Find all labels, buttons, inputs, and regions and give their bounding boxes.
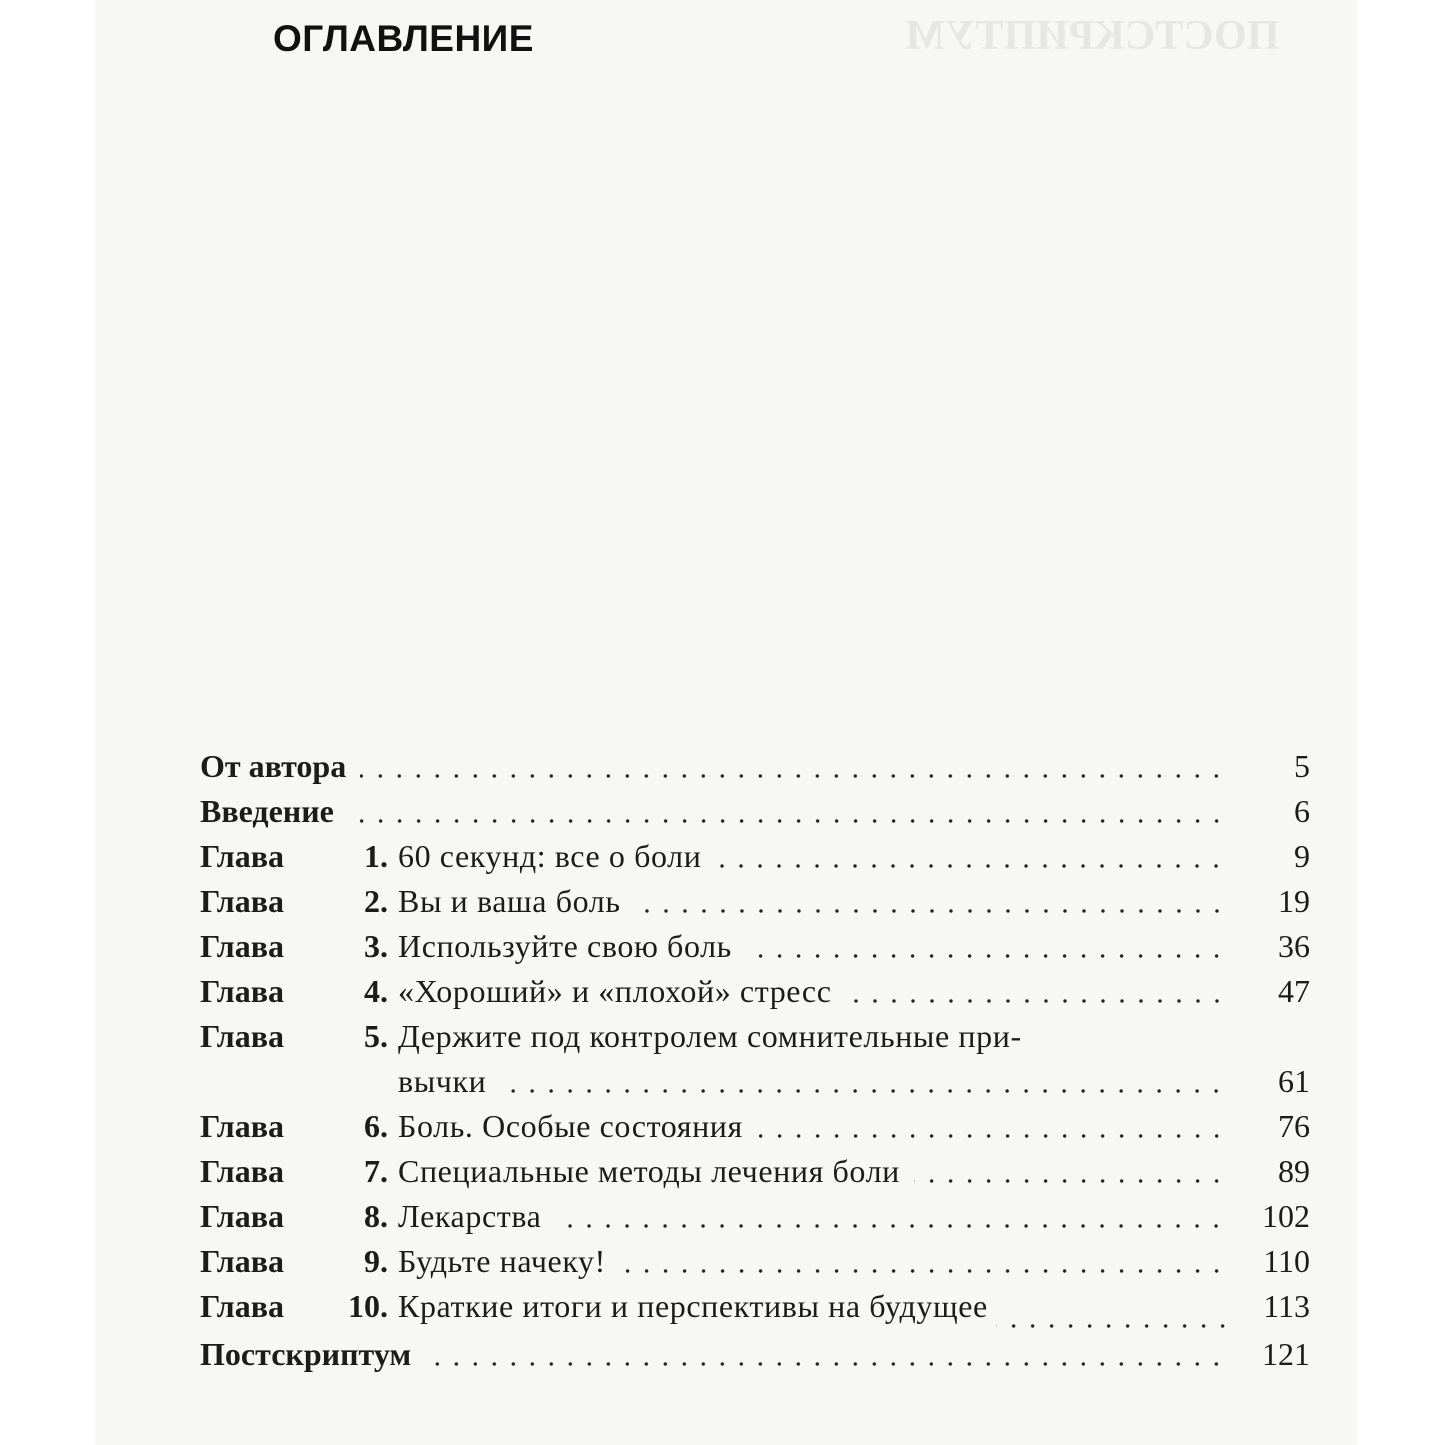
chapter-number: 1. — [364, 838, 388, 874]
toc-entry-chapter-4[interactable] — [200, 969, 1310, 1014]
toc-page-number: 102 — [1262, 1198, 1310, 1234]
toc-label: Глава — [200, 883, 284, 919]
toc-label: Глава — [200, 838, 284, 874]
toc-label: Постскриптум — [200, 1336, 412, 1372]
table-of-contents — [200, 744, 1310, 1377]
chapter-number: 5. — [364, 1018, 388, 1054]
toc-label: Глава — [200, 1153, 284, 1189]
chapter-number: 6. — [364, 1108, 388, 1144]
leader-dots — [555, 1223, 1226, 1229]
toc-entry-chapter-6[interactable] — [200, 1104, 1310, 1149]
toc-entry-chapter-7[interactable] — [200, 1149, 1310, 1194]
leader-dots — [996, 1323, 1232, 1329]
chapter-title: 60 секунд: все о боли — [398, 838, 702, 874]
chapter-title-line-2: вычки — [398, 1063, 487, 1099]
chapter-title: Краткие итоги и перспективы на будущее — [398, 1288, 988, 1324]
leader-dots — [914, 1178, 1226, 1184]
leader-dots — [348, 818, 1226, 824]
chapter-number: 9. — [364, 1243, 388, 1279]
chapter-number: 2. — [364, 883, 388, 919]
chapter-title: «Хороший» и «плохой» стресс — [398, 973, 832, 1009]
toc-entry-introduction[interactable] — [200, 789, 1310, 834]
leader-dots — [757, 1133, 1226, 1139]
toc-entry-chapter-2[interactable] — [200, 879, 1310, 924]
toc-page-number: 76 — [1278, 1108, 1310, 1144]
bleed-through-text: ПОСТСКРИПТУМ — [905, 13, 1280, 59]
leader-dots — [635, 908, 1226, 914]
chapter-number: 7. — [364, 1153, 388, 1189]
leader-dots — [500, 1088, 1226, 1094]
toc-label: От автора — [200, 748, 347, 784]
toc-label: Глава — [200, 1018, 284, 1054]
leader-dots — [360, 773, 1226, 779]
toc-page-number: 61 — [1278, 1063, 1310, 1099]
toc-page-number: 9 — [1294, 838, 1310, 874]
chapter-number: 10. — [348, 1288, 388, 1324]
toc-entry-chapter-1[interactable] — [200, 834, 1310, 879]
toc-page-number: 89 — [1278, 1153, 1310, 1189]
chapter-number: 8. — [364, 1198, 388, 1234]
toc-entry-chapter-10[interactable] — [200, 1284, 1310, 1329]
chapter-title: Используйте свою боль — [398, 928, 732, 964]
toc-label: Глава — [200, 1288, 284, 1324]
toc-label: Глава — [200, 928, 284, 964]
leader-dots — [620, 1268, 1226, 1274]
toc-label: Глава — [200, 1198, 284, 1234]
toc-entry-postscript[interactable] — [200, 1332, 1310, 1377]
chapter-title: Боль. Особые состояния — [398, 1108, 743, 1144]
chapter-number: 3. — [364, 928, 388, 964]
toc-entry-chapter-9[interactable] — [200, 1239, 1310, 1284]
leader-dots — [715, 863, 1226, 869]
toc-page-number: 113 — [1263, 1288, 1310, 1324]
chapter-title: Будьте начеку! — [398, 1243, 606, 1279]
toc-entry-chapter-8[interactable] — [200, 1194, 1310, 1239]
toc-label: Введение — [200, 793, 334, 829]
leader-dots — [746, 953, 1226, 959]
toc-page-number: 121 — [1262, 1336, 1310, 1372]
chapter-title-wrapped — [398, 1014, 1310, 1104]
toc-page-number: 5 — [1294, 748, 1310, 784]
toc-label: Глава — [200, 973, 284, 1009]
toc-page-number: 6 — [1294, 793, 1310, 829]
toc-label: Глава — [200, 1108, 284, 1144]
chapter-title-line-1: Держите под контролем сомнительные при- — [398, 1018, 1022, 1054]
leader-dots — [425, 1361, 1226, 1367]
chapter-title: Вы и ваша боль — [398, 883, 621, 919]
toc-entry-foreword[interactable] — [200, 744, 1310, 789]
page-title: ОГЛАВЛЕНИЕ — [273, 18, 534, 59]
toc-page-number: 36 — [1278, 928, 1310, 964]
chapter-title: Лекарства — [398, 1198, 542, 1234]
toc-page-number: 19 — [1278, 883, 1310, 919]
toc-page-number: 110 — [1263, 1243, 1310, 1279]
toc-page-number: 47 — [1278, 973, 1310, 1009]
leader-dots — [846, 998, 1227, 1004]
toc-entry-chapter-3[interactable] — [200, 924, 1310, 969]
chapter-number: 4. — [364, 973, 388, 1009]
chapter-title: Специальные методы лечения боли — [398, 1153, 900, 1189]
toc-label: Глава — [200, 1243, 284, 1279]
toc-entry-chapter-5[interactable] — [200, 1014, 1310, 1104]
